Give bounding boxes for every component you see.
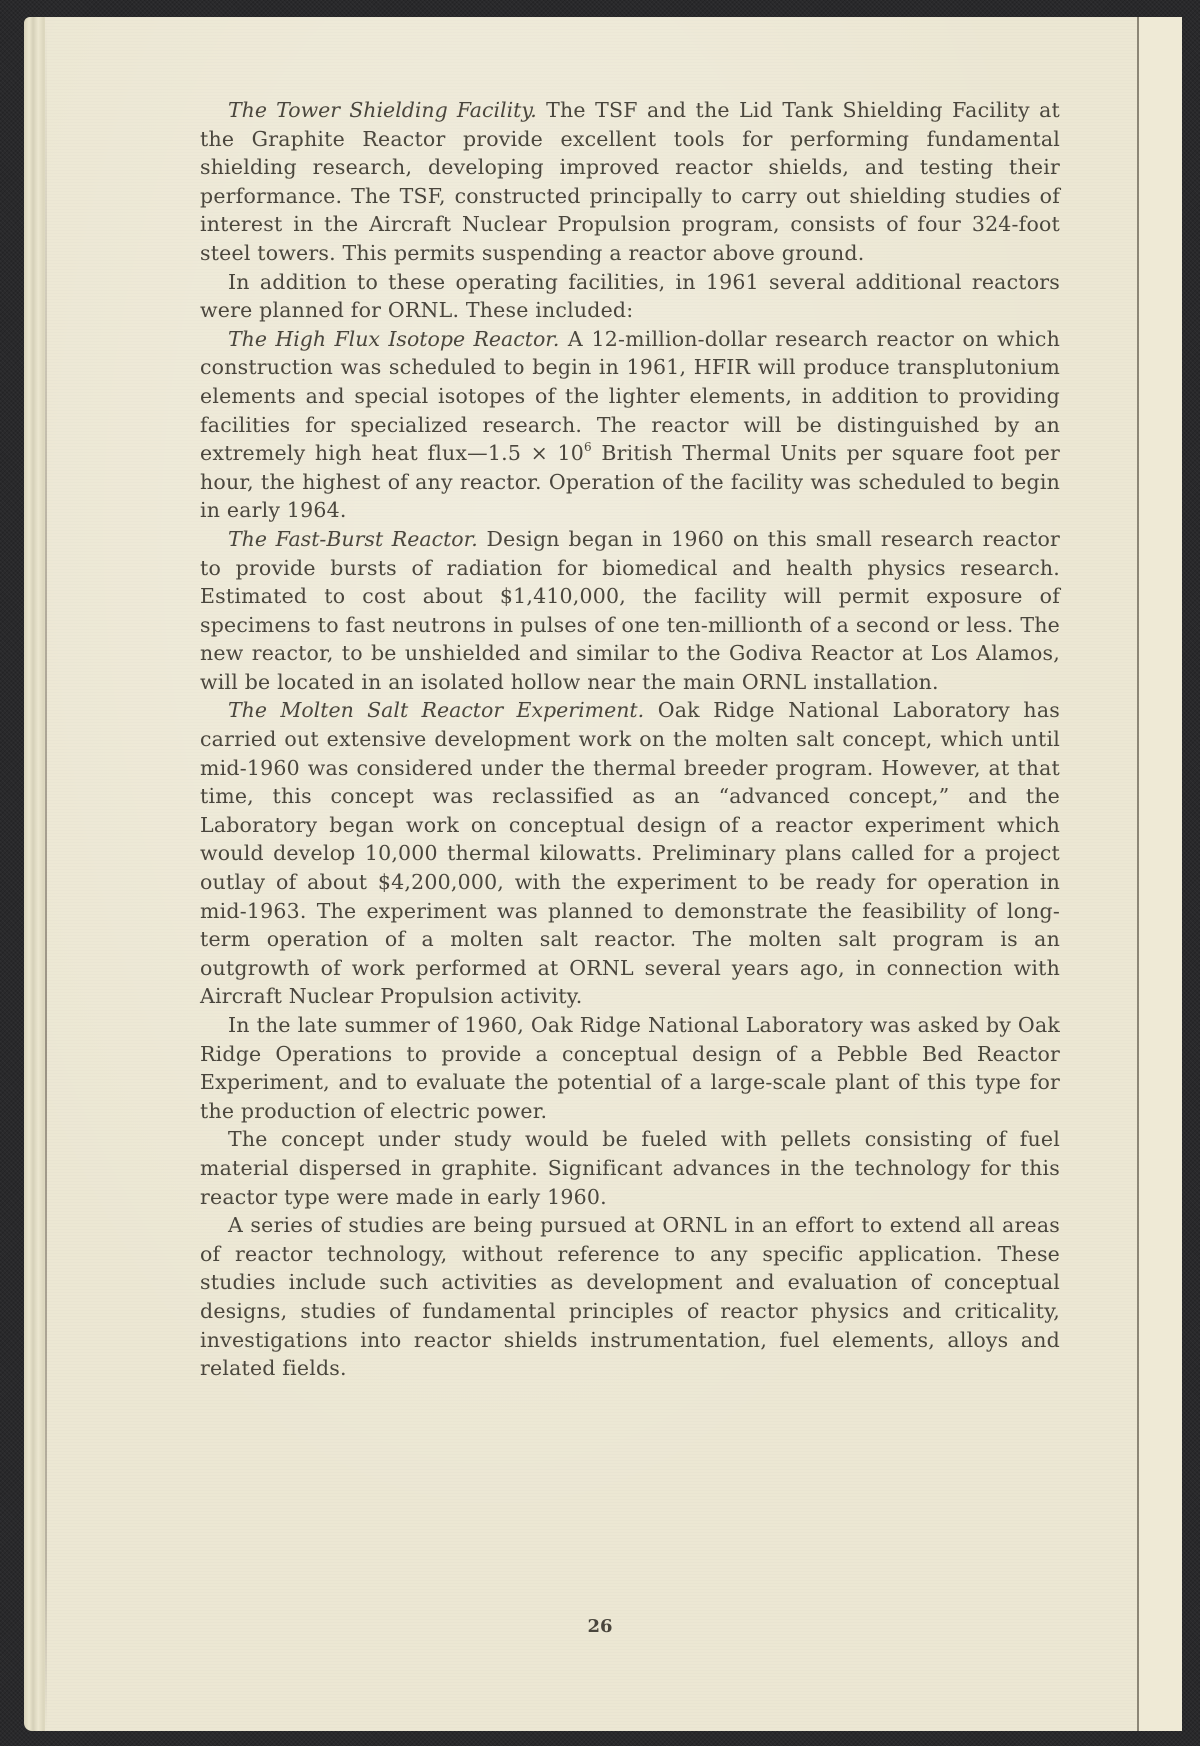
page-fold-strip <box>1139 17 1182 1731</box>
paragraph-text: In the late summer of 1960, Oak Ridge National Laboratory was asked by Oak Ridge Operations to provide a conceptual design of a Pebble Bed Reactor Experiment, and to evaluate the potential of a large-scale plant of this type for the production of electric power. <box>200 1013 1060 1123</box>
paragraph-fast-burst-reactor <box>200 525 1060 697</box>
paragraph-pebble-bed-reactor <box>200 1011 1060 1125</box>
paragraph-text: A 12-million-dollar research reactor on which construction was scheduled to begin in 1961, HFIR will produce transplutonium elements and special isotopes of the lighter elements, in addition to providing facilities for specialized research. The reactor will be distinguished by an extremely high heat flux—1.5 × 10 <box>200 326 1060 466</box>
paragraph-molten-salt-reactor-experiment <box>200 696 1060 1011</box>
paragraph-pebble-bed-concept <box>200 1125 1060 1211</box>
paragraph-reactor-technology-studies <box>200 1211 1060 1383</box>
paragraph-heading: The Fast-Burst Reactor. <box>228 526 478 551</box>
paragraph-text: The TSF and the Lid Tank Shielding Facility at the Graphite Reactor provide excellent tools for performing fundamental shielding research, developing improved reactor shields, and testing their performance. The TSF, constructed principally to carry out shielding studies of interest in the Aircraft Nuclear Propulsion program, consists of four 324-foot steel towers. This permits suspending a reactor above ground. <box>200 98 1060 265</box>
paragraph-heading: The Molten Salt Reactor Experiment. <box>228 698 645 723</box>
body-text <box>200 96 1060 1383</box>
gutter-shadow <box>45 17 47 1731</box>
paragraph-text: In addition to these operating facilities, in 1961 several additional reactors were planned for ORNL. These included: <box>200 269 1060 323</box>
paragraph-high-flux-isotope-reactor <box>200 325 1060 525</box>
paragraph-text: A series of studies are being pursued at ORNL in an effort to extend all areas of reactor technology, without reference to any specific application. These studies include such activities as development and evaluation of conceptual designs, studies of fundamental principles of reactor physics and criticality, investigations into reactor shields instrumentation, fuel elements, alloys and related fields. <box>200 1213 1060 1381</box>
paragraph-text: Oak Ridge National Laboratory has carried out extensive development work on the molten salt concept, which until mid-1960 was considered under the thermal breeder program. However, at that time, this concept was reclassified as an “advanced concept,” and the Laboratory began work on conceptual design of a reactor experiment which would develop 10,000 thermal kilowatts. Preliminary plans called for a project outlay of about $4,200,000, with the experiment to be ready for operation in mid-1963. The experiment was planned to demonstrate the feasibility of long-term operation of a molten salt reactor. The molten salt program is an outgrowth of work performed at ORNL several years ago, in connection with Aircraft Nuclear Propulsion activity. <box>200 698 1060 1009</box>
paragraph-text: British Thermal Units per square foot per hour, the highest of any reactor. Operation of the facility was scheduled to begin in early 1964. <box>200 441 1060 523</box>
paragraph-text: The concept under study would be fueled with pellets consisting of fuel material dispersed in graphite. Significant advances in the technology for this reactor type were made in early 1960. <box>200 1127 1060 1209</box>
paragraph-text: Design began in 1960 on this small research reactor to provide bursts of radiation for biomedical and health physics research. Estimated to cost about $1,410,000, the facility will permit exposure of specimens to fast neutrons in pulses of one ten-millionth of a second or less. The new reactor, to be unshielded and similar to the Godiva Reactor at Los Alamos, will be located in an isolated hollow near the main ORNL installation. <box>200 526 1060 694</box>
paragraph-heading: The High Flux Isotope Reactor. <box>228 326 560 351</box>
paragraph-tower-shielding-facility <box>200 96 1060 268</box>
page-number: 26 <box>587 1616 613 1637</box>
paragraph-heading: The Tower Shielding Facility. <box>228 98 537 122</box>
paragraph-additional-reactors <box>200 268 1060 325</box>
exponent: 6 <box>584 440 592 455</box>
